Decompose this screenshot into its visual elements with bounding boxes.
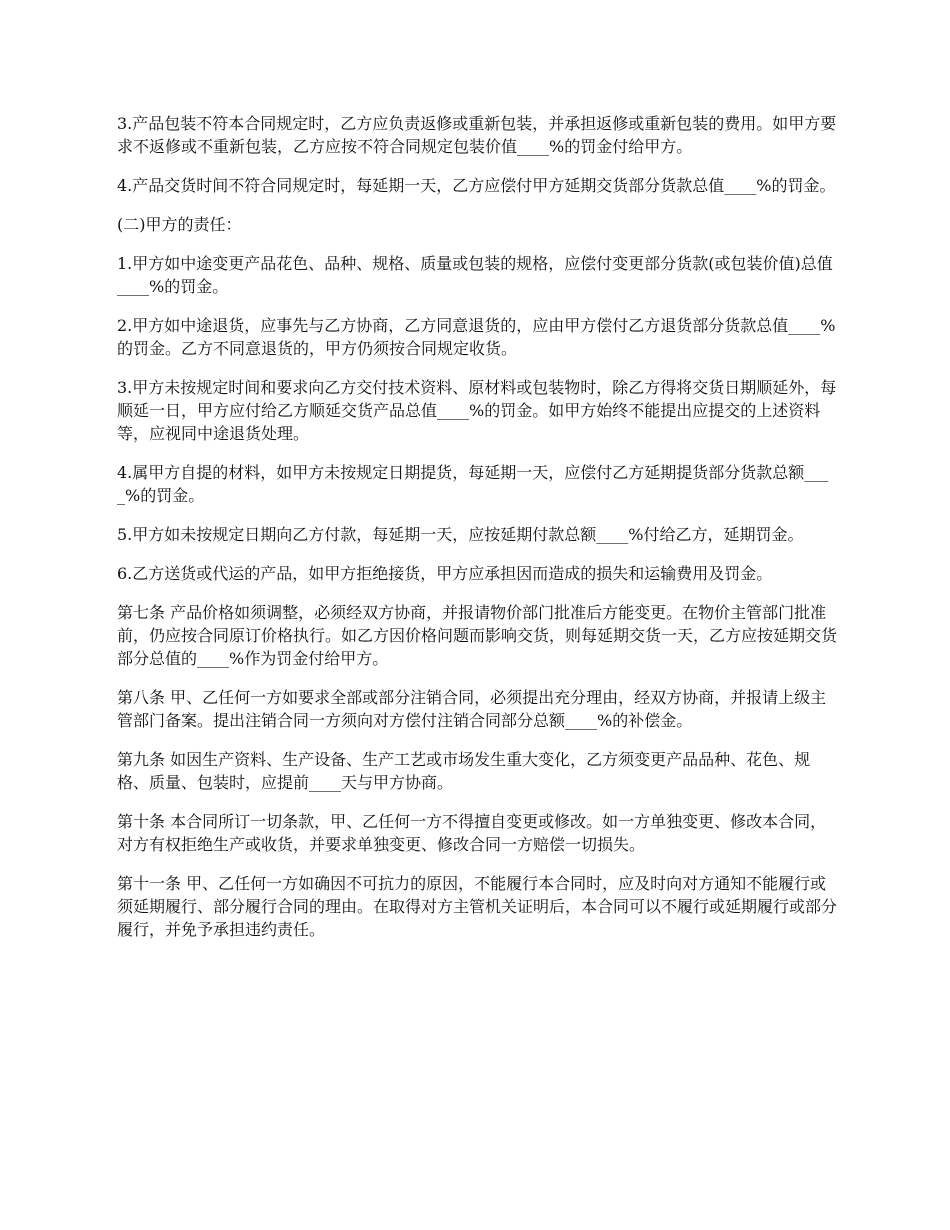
clause-paragraph: 3.甲方未按规定时间和要求向乙方交付技术资料、原材料或包装物时，除乙方得将交货日期顺延外，每顺延一日，甲方应付给乙方顺延交货产品总值____%的罚金。如甲方始终不能提出应提交的上述资料等，应视同中途退货处理。 xyxy=(117,378,837,443)
article-9-paragraph: 第九条 如因生产资料、生产设备、生产工艺或市场发生重大变化，乙方须变更产品品种、花色、规格、质量、包装时，应提前____天与甲方协商。 xyxy=(117,750,811,792)
article-8-paragraph: 第八条 甲、乙任何一方如要求全部或部分注销合同，必须提出充分理由，经双方协商，并报请上级主管部门备案。提出注销合同一方须向对方偿付注销合同部分总额____%的补偿金。 xyxy=(117,688,827,730)
clause-paragraph: 4.产品交货时间不符合同规定时，每延期一天，乙方应偿付甲方延期交货部分货款总值____%的罚金。 xyxy=(117,176,836,195)
article-11-paragraph: 第十一条 甲、乙任何一方如确因不可抗力的原因，不能履行本合同时，应及时向对方通知不能履行或须延期履行、部分履行合同的理由。在取得对方主管机关证明后，本合同可以不履行或延期履行或部分履行，并免予承担违约责任。 xyxy=(117,874,838,939)
clause-paragraph: 2.甲方如中途退货，应事先与乙方协商，乙方同意退货的，应由甲方偿付乙方退货部分货款总值____%的罚金。乙方不同意退货的，甲方仍须按合同规定收货。 xyxy=(117,316,836,358)
article-7-paragraph: 第七条 产品价格如须调整，必须经双方协商，并报请物价部门批准后方能变更。在物价主管部门批准前，仍应按合同原订价格执行。如乙方因价格问题而影响交货，则每延期交货一天，乙方应按延期交货部分总值的____%作为罚金付给甲方。 xyxy=(117,603,838,668)
document-body xyxy=(117,112,839,957)
clause-paragraph: 1.甲方如中途变更产品花色、品种、规格、质量或包装的规格，应偿付变更部分货款(或包装价值)总值____%的罚金。 xyxy=(117,254,833,296)
clause-paragraph: 3.产品包装不符本合同规定时，乙方应负责返修或重新包装，并承担返修或重新包装的费用。如甲方要求不返修或不重新包装，乙方应按不符合同规定包装价值____%的罚金付给甲方。 xyxy=(117,114,837,156)
clause-paragraph: 5.甲方如未按规定日期向乙方付款，每延期一天，应按延期付款总额____%付给乙方，延期罚金。 xyxy=(117,525,804,544)
clause-paragraph: 4.属甲方自提的材料，如甲方未按规定日期提货，每延期一天，应偿付乙方延期提货部分货款总额____%的罚金。 xyxy=(117,463,829,505)
article-10-paragraph: 第十条 本合同所订一切条款，甲、乙任何一方不得擅自变更或修改。如一方单独变更、修改本合同，对方有权拒绝生产或收货，并要求单独变更、修改合同一方赔偿一切损失。 xyxy=(117,812,827,854)
section-heading: (二)甲方的责任： xyxy=(117,215,242,234)
clause-paragraph: 6.乙方送货或代运的产品，如甲方拒绝接货，甲方应承担因而造成的损失和运输费用及罚金。 xyxy=(117,564,773,583)
